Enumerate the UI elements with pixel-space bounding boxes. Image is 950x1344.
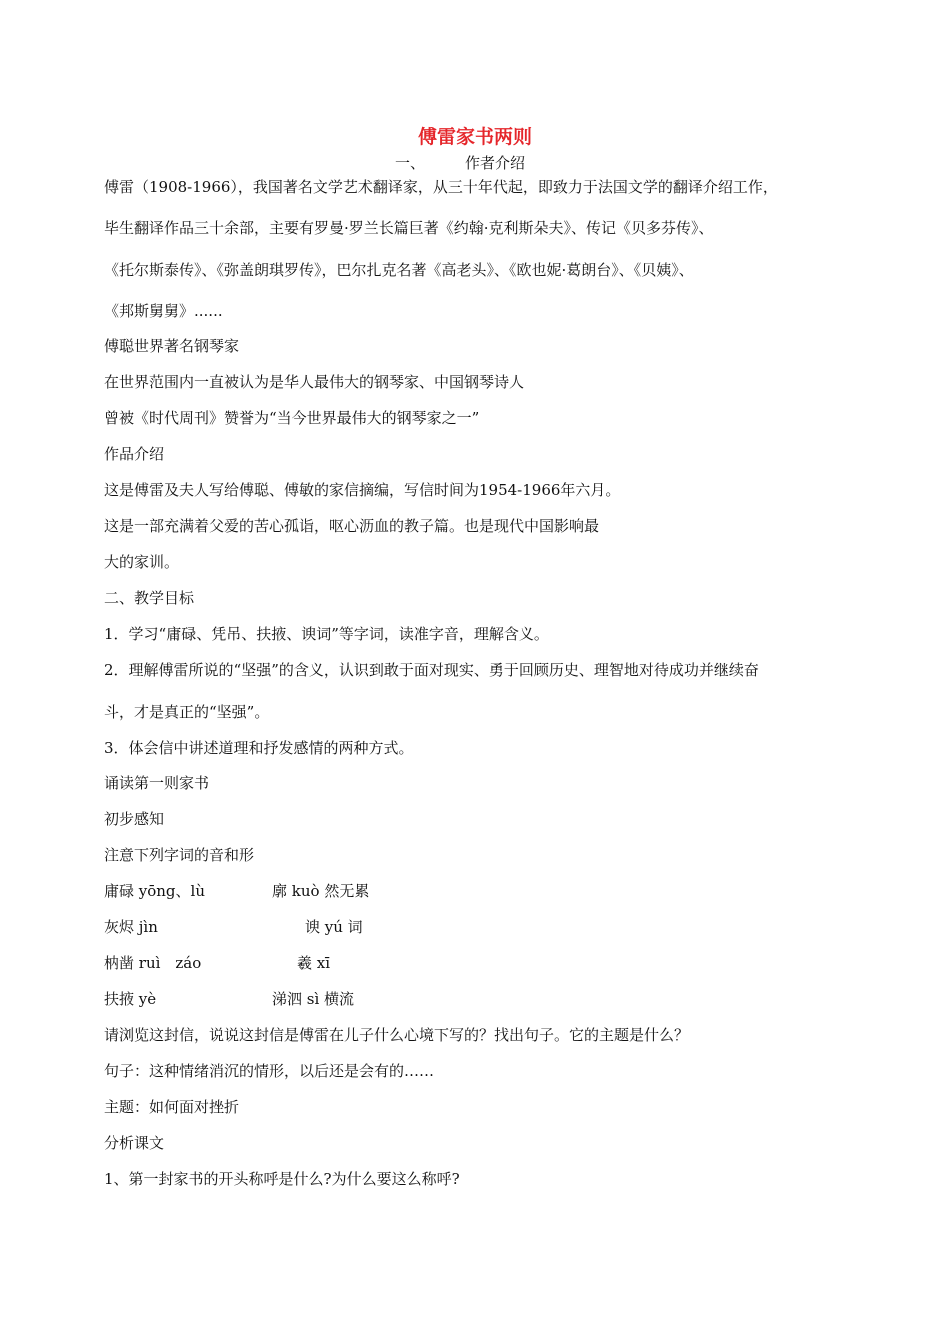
vocab-word: 扶掖 yè: [104, 990, 157, 1008]
paragraph-line: 1、第一封家书的开头称呼是什么?为什么要这么称呼?: [104, 1170, 460, 1188]
paragraph-line: 傅聪世界著名钢琴家: [104, 337, 240, 355]
paragraph-line: 《托尔斯泰传》、《弥盖朗琪罗传》，巴尔扎克名著《高老头》、《欧也妮·葛朗台》、《贝姨》、: [104, 261, 694, 279]
section-heading-author: [395, 152, 525, 173]
paragraph-line: 作品介绍: [104, 445, 165, 463]
paragraph-line: 在世界范围内一直被认为是华人最伟大的钢琴家、中国钢琴诗人: [104, 373, 525, 391]
section-number: 一、: [395, 154, 426, 172]
vocab-word: 羲 xī: [297, 954, 331, 972]
paragraph-line: 分析课文: [104, 1134, 165, 1152]
paragraph-line: 主题：如何面对挫折: [104, 1098, 240, 1116]
vocab-word: 廓 kuò 然无累: [272, 882, 370, 900]
paragraph-line: 诵读第一则家书: [104, 774, 210, 792]
paragraph-line: 句子：这种情绪消沉的情形，以后还是会有的……: [104, 1062, 435, 1080]
paragraph-line: 二、教学目标: [104, 589, 195, 607]
paragraph-line: 这是一部充满着父爱的苦心孤诣，呕心沥血的教子篇。也是现代中国影响最: [104, 517, 600, 535]
paragraph-line: 斗，才是真正的“坚强”。: [104, 703, 270, 721]
vocab-row: [104, 881, 370, 901]
paragraph-line: 1．学习“庸碌、凭吊、扶掖、谀词”等字词，读准字音，理解含义。: [104, 625, 549, 643]
vocab-word: 谀 yú 词: [305, 918, 363, 936]
paragraph-line: 请浏览这封信，说说这封信是傅雷在儿子什么心境下写的？找出句子。它的主题是什么？: [104, 1026, 690, 1044]
vocab-row: [104, 989, 355, 1009]
vocab-row: [104, 953, 331, 973]
paragraph-line: 《邦斯舅舅》......: [104, 302, 223, 320]
paragraph-line: 傅雷（1908-1966），我国著名文学艺术翻译家，从三十年代起，即致力于法国文学的翻译介绍工作，: [104, 178, 778, 196]
paragraph-line: 曾被《时代周刊》赞誉为“当今世界最伟大的钢琴家之一”: [104, 409, 480, 427]
vocab-word: 涕泗 sì 横流: [272, 990, 355, 1008]
vocab-word: 灰烬 jìn: [104, 918, 158, 936]
paragraph-line: 毕生翻译作品三十余部，主要有罗曼·罗兰长篇巨著《约翰·克利斯朵夫》、传记《贝多芬传》、: [104, 219, 714, 237]
vocab-row: [104, 917, 363, 937]
paragraph-line: 注意下列字词的音和形: [104, 846, 255, 864]
vocab-word: 庸碌 yōng、lù: [104, 882, 205, 900]
paragraph-line: 2．理解傅雷所说的“坚强”的含义，认识到敢于面对现实、勇于回顾历史、理智地对待成功并继续奋: [104, 661, 759, 679]
paragraph-line: 这是傅雷及夫人写给傅聪、傅敏的家信摘编，写信时间为1954-1966年六月。: [104, 481, 621, 499]
section-label: 作者介绍: [465, 154, 526, 172]
vocab-word: 枘凿 ruì záo: [104, 954, 202, 972]
document-title: 傅雷家书两则: [417, 126, 532, 148]
paragraph-line: 大的家训。: [104, 553, 180, 571]
paragraph-line: 初步感知: [104, 810, 165, 828]
paragraph-line: 3．体会信中讲述道理和抒发感情的两种方式。: [104, 739, 414, 757]
